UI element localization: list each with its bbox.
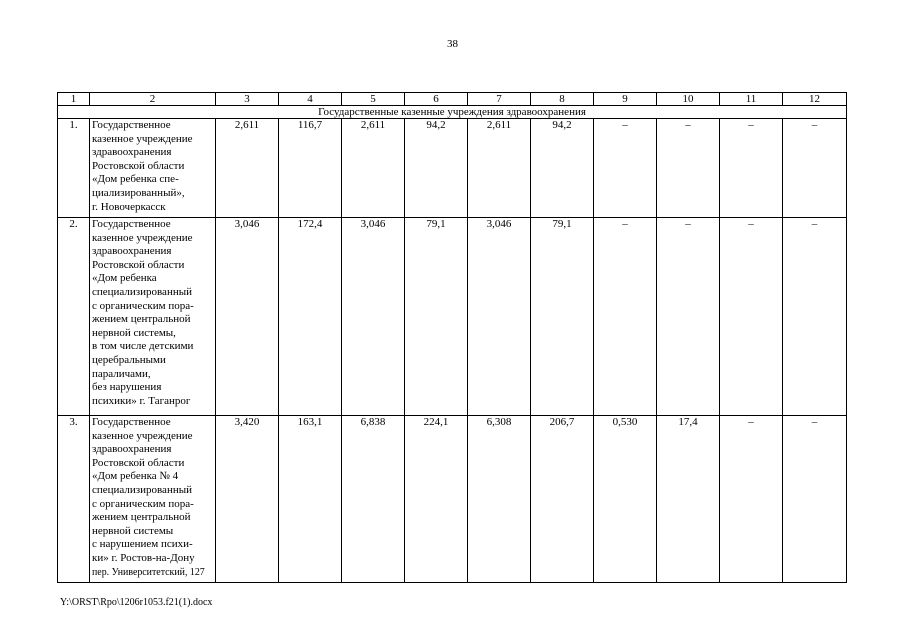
table-cell: –	[594, 119, 657, 218]
page-number: 38	[447, 38, 458, 50]
table-cell: –	[720, 119, 783, 218]
table-row	[58, 416, 847, 583]
data-table	[57, 92, 847, 583]
column-header: 8	[531, 93, 594, 106]
table-cell: –	[720, 218, 783, 416]
footer-file-path: Y:\ORST\Rpo\1206r1053.f21(1).docx	[60, 597, 213, 608]
table-cell: 94,2	[531, 119, 594, 218]
institution-name-cell	[90, 416, 216, 583]
table-cell: 2,611	[342, 119, 405, 218]
column-header: 5	[342, 93, 405, 106]
table-cell: 6,838	[342, 416, 405, 583]
column-header: 11	[720, 93, 783, 106]
table-cell: 0,530	[594, 416, 657, 583]
table-cell: –	[594, 218, 657, 416]
table-row	[58, 218, 847, 416]
table-cell: 79,1	[405, 218, 468, 416]
table-cell: 3,046	[342, 218, 405, 416]
column-header: 1	[58, 93, 90, 106]
table-cell: –	[720, 416, 783, 583]
table-cell: 79,1	[531, 218, 594, 416]
table-cell: –	[657, 218, 720, 416]
table-cell: 94,2	[405, 119, 468, 218]
row-number: 3.	[58, 416, 90, 583]
table-cell: –	[783, 416, 847, 583]
table-cell: 2,611	[216, 119, 279, 218]
institution-address: пер. Университетский, 127	[92, 565, 205, 578]
table-cell: 3,046	[468, 218, 531, 416]
institution-name: Государственное казенное учреждение здравоохранения Ростовской области «Дом ребенка специализированный с органическим пора- жением центральной нервной системы, в том числе детскими церебральными параличами, без нарушения психики» г. Таганрог	[90, 218, 216, 416]
column-header: 7	[468, 93, 531, 106]
table-cell: –	[657, 119, 720, 218]
institution-name: Государственное казенное учреждение здравоохранения Ростовской области «Дом ребенка спе- циализированный», г. Новочеркасск	[90, 119, 216, 218]
table-cell: 3,420	[216, 416, 279, 583]
table-cell: 3,046	[216, 218, 279, 416]
table-cell: 116,7	[279, 119, 342, 218]
section-title: Государственные казенные учреждения здравоохранения	[58, 106, 847, 119]
institution-name: Государственное казенное учреждение здравоохранения Ростовской области «Дом ребенка № 4 специализированный с органическим пора- жением центральной нервной системы с нарушением психи- ки» г. Ростов-на-Дону	[92, 416, 195, 564]
table-cell: 172,4	[279, 218, 342, 416]
header-row	[58, 93, 847, 106]
table-cell: –	[783, 119, 847, 218]
table-cell: 6,308	[468, 416, 531, 583]
table-row	[58, 119, 847, 218]
column-header: 3	[216, 93, 279, 106]
column-header: 4	[279, 93, 342, 106]
section-row	[58, 106, 847, 119]
column-header: 2	[90, 93, 216, 106]
column-header: 12	[783, 93, 847, 106]
column-header: 9	[594, 93, 657, 106]
table-cell: 163,1	[279, 416, 342, 583]
table-cell: 2,611	[468, 119, 531, 218]
table-cell: 17,4	[657, 416, 720, 583]
column-header: 10	[657, 93, 720, 106]
row-number: 1.	[58, 119, 90, 218]
table-cell: 206,7	[531, 416, 594, 583]
row-number: 2.	[58, 218, 90, 416]
table-cell: 224,1	[405, 416, 468, 583]
column-header: 6	[405, 93, 468, 106]
table-cell: –	[783, 218, 847, 416]
